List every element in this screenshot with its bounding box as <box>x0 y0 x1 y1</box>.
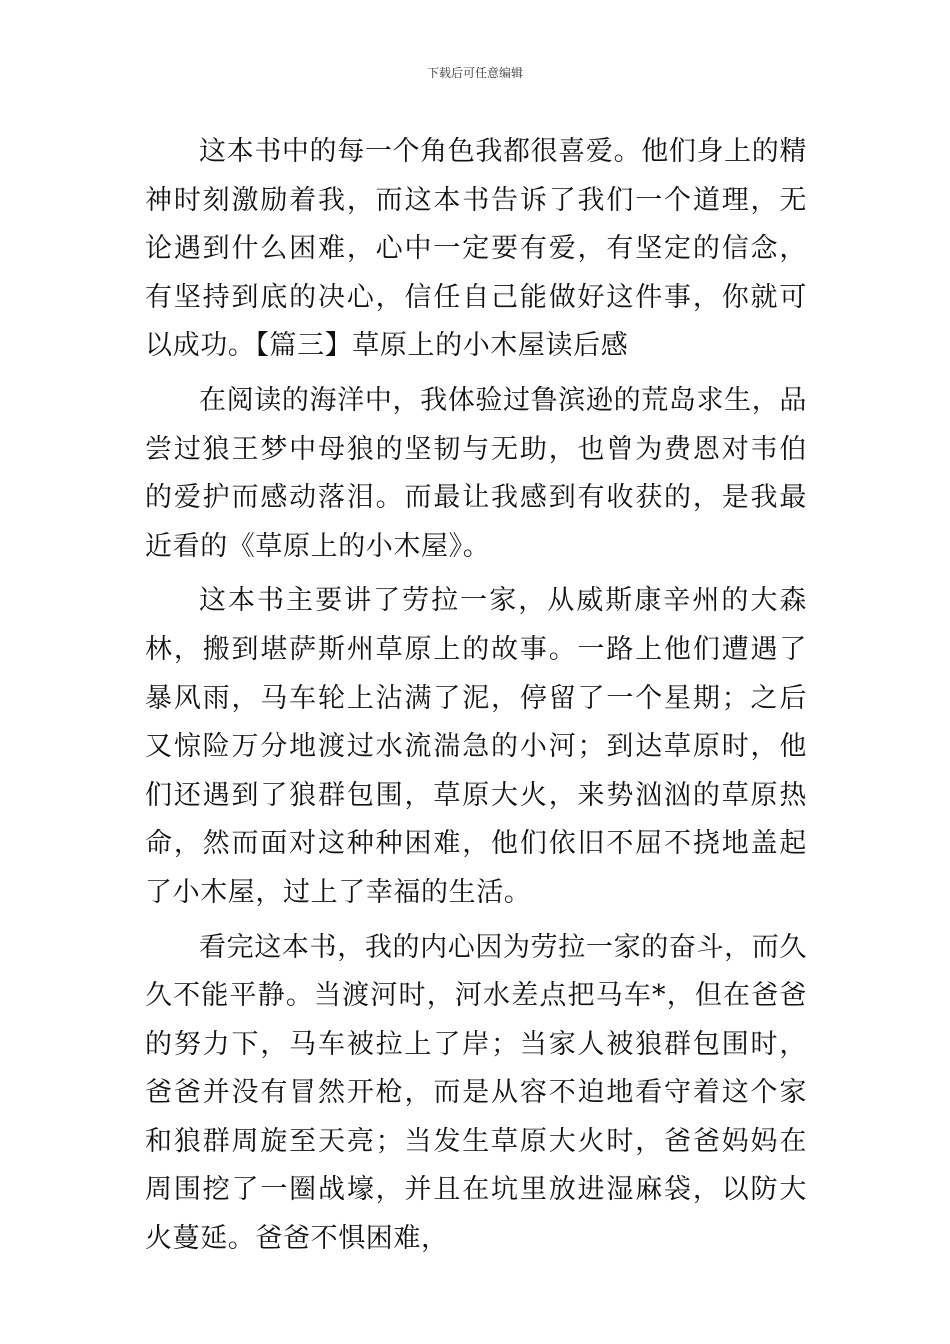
paragraph-2: 在阅读的海洋中，我体验过鲁滨逊的荒岛求生，品尝过狼王梦中母狼的坚韧与无助，也曾为费恩对韦伯的爱护而感动落泪。而最让我感到有收获的，是我最近看的《草原上的小木屋》。 <box>145 384 807 562</box>
paragraph-1: 这本书中的每一个角色我都很喜爱。他们身上的精神时刻激励着我，而这本书告诉了我们一个道理，无论遇到什么困难，心中一定要有爱，有坚定的信念，有坚持到底的决心，信任自己能做好这件事，你就可以成功。【篇三】草原上的小木屋读后感 <box>145 136 807 362</box>
paragraph-3: 这本书主要讲了劳拉一家，从威斯康辛州的大森林，搬到堪萨斯州草原上的故事。一路上他们遭遇了暴风雨，马车轮上沾满了泥，停留了一个星期；之后又惊险万分地渡过水流湍急的小河；到达草原时，他们还遇到了狼群包围，草原大火，来势汹汹的草原热命，然而面对这种种困难，他们依旧不屈不挠地盖起了小木屋，过上了幸福的生活。 <box>145 585 807 908</box>
page-header: 下载后可任意编辑 <box>426 66 523 80</box>
paragraph-4: 看完这本书，我的内心因为劳拉一家的奋斗，而久久不能平静。当渡河时，河水差点把马车*，但在爸爸的努力下，马车被拉上了岸；当家人被狼群包围时，爸爸并没有冒然开枪，而是从容不迫地看守着这个家和狼群周旋至天亮；当发生草原大火时，爸爸妈妈在周围挖了一圈战壕，并且在坑里放进湿麻袋，以防大火蔓延。爸爸不惧困难， <box>145 931 807 1255</box>
document-body <box>145 128 807 1264</box>
